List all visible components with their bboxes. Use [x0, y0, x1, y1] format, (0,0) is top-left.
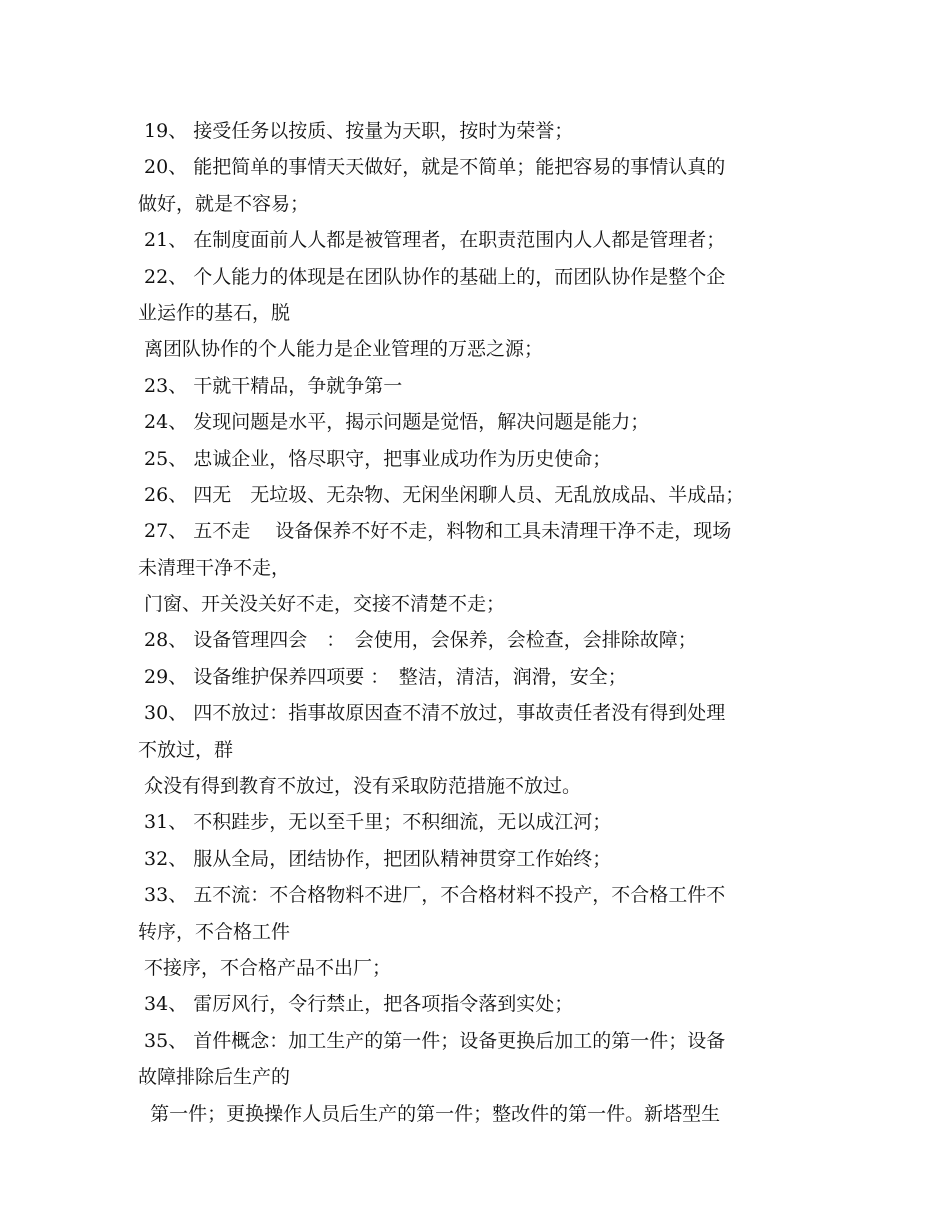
text-line: 24、 发现问题是水平，揭示问题是觉悟，解决问题是能力； [138, 411, 650, 434]
text-line: 33、 五不流：不合格物料不进厂，不合格材料不投产，不合格工件不 [138, 884, 726, 907]
text-line: 26、 四无 无垃圾、无杂物、无闲坐闲聊人员、无乱放成品、半成品； [138, 483, 745, 506]
text-line: 31、 不积跬步，无以至千里；不积细流，无以成江河； [138, 811, 612, 834]
text-line: 22、 个人能力的体现是在团队协作的基础上的，而团队协作是整个企 [138, 265, 726, 288]
text-line: 不接序，不合格产品不出厂； [138, 956, 392, 979]
text-line: 未清理干净不走， [138, 556, 291, 579]
text-line: 故障排除后生产的 [138, 1066, 291, 1089]
text-line: 不放过，群 [138, 738, 234, 761]
text-line: 28、 设备管理四会 ： 会使用，会保养，会检查，会排除故障； [138, 629, 697, 652]
text-line: 27、 五不走 设备保养不好不走，料物和工具未清理干净不走，现场 [138, 520, 732, 543]
text-line: 门窗、开关没关好不走，交接不清楚不走； [138, 593, 506, 616]
text-line: 32、 服从全局，团结协作，把团队精神贯穿工作始终； [138, 847, 612, 870]
text-line: 19、 接受任务以按质、按量为天职，按时为荣誉； [138, 120, 574, 142]
text-line: 35、 首件概念：加工生产的第一件；设备更换后加工的第一件；设备 [138, 1029, 726, 1052]
text-line: 业运作的基石，脱 [138, 301, 291, 324]
text-line: 转序，不合格工件 [138, 920, 291, 943]
text-line: 29、 设备维护保养四项要 ： 整洁，清洁，润滑，安全； [138, 665, 627, 688]
text-line: 21、 在制度面前人人都是被管理者，在职责范围内人人都是管理者； [138, 229, 726, 252]
text-line: 做好，就是不容易； [138, 192, 310, 215]
text-line: 离团队协作的个人能力是企业管理的万恶之源； [138, 338, 544, 361]
text-line: 20、 能把简单的事情天天做好，就是不简单；能把容易的事情认真的 [138, 156, 726, 179]
text-line: 30、 四不放过：指事故原因查不清不放过，事故责任者没有得到处理 [138, 702, 726, 725]
text-line: 34、 雷厉风行，令行禁止，把各项指令落到实处； [138, 993, 574, 1016]
text-line: 25、 忠诚企业，恪尽职守，把事业成功作为历史使命； [138, 447, 612, 470]
document-body [138, 113, 828, 1132]
text-line: 众没有得到教育不放过，没有采取防范措施不放过。 [138, 775, 582, 798]
text-line: 第一件；更换操作人员后生产的第一件；整改件的第一件。新塔型生 [138, 1102, 721, 1125]
text-line: 23、 干就干精品，争就争第一 [138, 374, 403, 397]
